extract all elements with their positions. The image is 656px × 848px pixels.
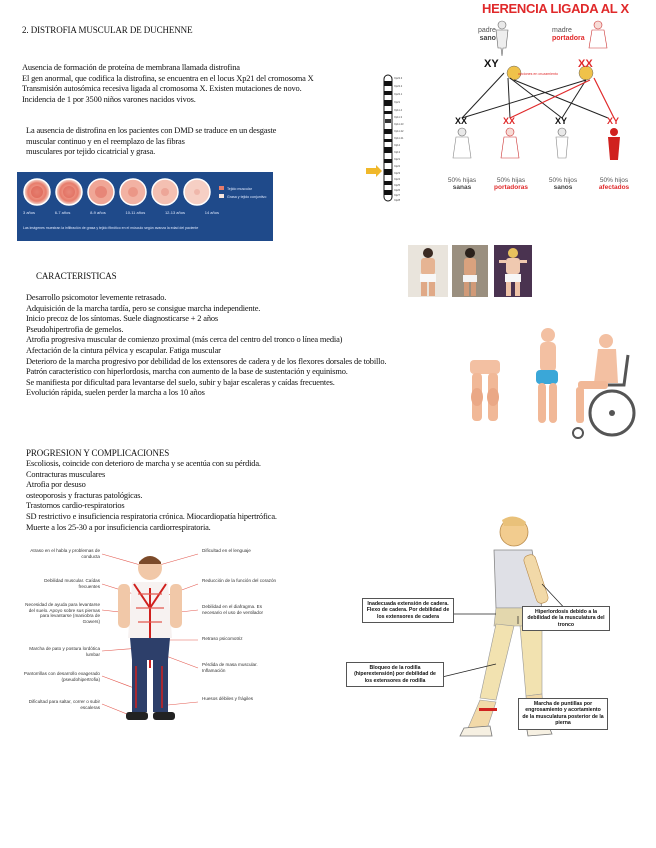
svg-text:Xp11.21: Xp11.21 — [394, 137, 404, 140]
svg-text:Xp11.22: Xp11.22 — [394, 130, 404, 133]
callout: Pérdida de masa muscular. Inflamación — [202, 662, 258, 673]
mother-figure — [589, 21, 607, 48]
replacement-line: muscular continuo y en el reemplazo de las fibras — [26, 136, 185, 146]
legend-item: Tejido muscular — [227, 187, 252, 191]
feature-item: Evolución rápida, suelen perder la marcha a los 10 años — [26, 388, 205, 398]
body-diagram — [22, 548, 280, 728]
chromosome-figure — [366, 73, 414, 203]
feature-item: Adquisición de la marcha tardía, pero se consigue marcha independiente. — [26, 303, 261, 313]
feature-item: Pseudohipertrofia de gemelos. — [26, 324, 124, 334]
gait-callout-box: Hiperlordosis debido a la debilidad de la musculatura del tronco — [522, 606, 610, 631]
feature-item: Se manifiesta por dificultad para levantarse del suelo, subir y bajar escaleras y caídas frecuentes. — [26, 377, 335, 387]
crossing-note: opciones en cruzamiento — [518, 72, 558, 76]
father-label — [478, 27, 496, 42]
child-status: sanas — [452, 184, 472, 191]
svg-text:Xq12: Xq12 — [394, 144, 401, 147]
child-caption — [444, 177, 480, 191]
callout: Atraso en el habla y problemas de conducta — [30, 548, 100, 559]
feature-item: Afectación de la cintura pélvica y escapular. Fatiga muscular — [26, 345, 221, 355]
child-status: afectados — [598, 184, 630, 191]
intro-line: El gen anormal, que codifica la distrofina, se encuentra en el locus Xp21 del cromosoma X — [22, 73, 314, 83]
progression-item: Atrofia por desuso — [26, 480, 86, 490]
svg-text:Xq13: Xq13 — [394, 151, 401, 154]
progression-title: PROGRESION Y COMPLICACIONES — [26, 448, 170, 458]
mother-label — [552, 27, 585, 42]
patient-photo-image — [408, 245, 448, 297]
svg-text:Xq22: Xq22 — [394, 165, 401, 168]
features-title: CARACTERISTICAS — [36, 271, 117, 281]
svg-text:Xq25: Xq25 — [394, 184, 401, 187]
progression-illustration — [466, 325, 646, 443]
child-pct: 50% hijas — [447, 177, 477, 184]
father-status: sano — [479, 34, 496, 42]
muscle-caption: Las imágenes muestran la infiltración de grasa y tejido fibrótico en el músculo según avanza la edad del paciente — [23, 226, 199, 230]
age-label: 10-11 años — [125, 210, 146, 215]
replacement-line: musculares por tejido cicatricial y grasa. — [26, 147, 156, 157]
replacement-line: La ausencia de distrofina en los pacientes con DMD se traduce en un desgaste — [26, 126, 277, 135]
father-genotype: XY — [484, 58, 499, 70]
inheritance-title: HERENCIA LIGADA AL X — [482, 1, 629, 16]
progression-list — [26, 459, 277, 533]
callout: Dificultad para saltar, correr o subir escaleras — [28, 699, 100, 710]
svg-text:Xp21: Xp21 — [394, 101, 401, 104]
inheritance-diagram — [418, 0, 656, 200]
section-title: 2. DISTROFIA MUSCULAR DE DUCHENNE — [22, 25, 193, 35]
progression-item: Escoliosis, coincide con deterioro de marcha y se acentúa con su pérdida. — [26, 459, 261, 468]
gait-callout-box: Marcha de puntillas por engrosamiento y acortamiento de la musculatura posterior de la pierna — [518, 698, 608, 730]
svg-text:Xq26: Xq26 — [394, 189, 401, 192]
child-genotype: XY — [607, 116, 620, 126]
svg-text:Xq23: Xq23 — [394, 172, 401, 175]
legend-item: Grasa y tejido conjuntivo — [227, 195, 267, 199]
feature-item: Patrón característico con hiperlordosis, marcha con aumento de la base de sustentación y equinismo. — [26, 367, 348, 377]
chromosome-x-image — [366, 73, 414, 203]
child-pct: 50% hijas — [496, 177, 526, 184]
callout: Debilidad en el diafragma. Es necesario el uso de ventilador — [202, 604, 264, 615]
callout: Retraso psicomotriz — [202, 636, 243, 641]
age-labels — [23, 210, 219, 215]
svg-text:Xp11.23: Xp11.23 — [394, 123, 404, 126]
svg-text:Xq27: Xq27 — [394, 194, 401, 197]
gait-callout-box: Bloqueo de la rodilla (hiperextensión) por debilidad de los extensores de rodilla — [346, 662, 444, 687]
child-genotype: XY — [555, 116, 568, 126]
age-label: 12-13 años — [164, 210, 185, 215]
intro-line: Transmisión autosómica recesiva ligada al cromosoma X. Existen mutaciones de novo. — [22, 84, 302, 94]
intro-line: Incidencia de 1 por 3500 niños varones nacidos vivos. — [22, 94, 196, 104]
patient-photo — [452, 245, 488, 297]
progression-item: SD restrictivo e insuficiencia respiratoria crónica. Miocardiopatía hipertrófica. — [26, 511, 277, 521]
intro-block — [22, 63, 314, 105]
age-label: 14 años — [204, 210, 219, 215]
feature-item: Deterioro de la marcha progresivo por debilidad de los extensores de cadera y de los flexores dorsales de tobillo. — [26, 356, 387, 366]
mother-status: portadora — [552, 34, 585, 42]
features-list — [26, 293, 386, 399]
callout: Dificultad en el lenguaje — [202, 548, 251, 553]
callout: Marcha de pato y postura lordótica lumbar — [29, 646, 100, 657]
svg-text:Xp22.3: Xp22.3 — [394, 77, 403, 80]
svg-text:Xq21: Xq21 — [394, 158, 401, 161]
intro-line: Ausencia de formación de proteína de membrana llamada distrofina — [22, 63, 240, 72]
child-status: portadoras — [494, 184, 528, 191]
progression-item: Muerte a los 25-30 a por insuficiencia cardiorrespiratoria. — [26, 522, 211, 532]
progression-item: osteoporosis y fracturas patológicas. — [26, 490, 143, 500]
child-pct: 50% hijos — [548, 177, 578, 184]
patient-photo-image — [494, 245, 532, 297]
child-pct: 50% hijos — [599, 177, 629, 184]
feature-item: Inicio precoz de los síntomas. Suele diagnosticarse + 2 años — [26, 314, 219, 324]
age-label: 3 años — [23, 210, 36, 215]
svg-text:Xq28: Xq28 — [394, 199, 401, 202]
patient-photo — [408, 245, 448, 297]
child-caption — [544, 177, 582, 191]
callout: Pantorrillas con desarrollo exagerado (pseudohipertrofia) — [23, 671, 100, 682]
progression-item: Contracturas musculares — [26, 469, 106, 479]
child-caption — [594, 177, 634, 191]
muscle-sections-image — [17, 172, 273, 241]
age-label: 6-7 años — [54, 210, 71, 215]
child-caption — [490, 177, 532, 191]
feature-item: Atrofia progresiva muscular de comienzo proximal (más cerca del centro del tronco o línea media) — [26, 335, 343, 345]
mother-role: madre — [552, 27, 572, 34]
svg-text:Xp11.4: Xp11.4 — [394, 109, 403, 112]
replacement-block — [26, 126, 276, 158]
svg-text:Xp22.1: Xp22.1 — [394, 93, 403, 96]
inheritance-lines — [418, 0, 656, 200]
child-genotype: XX — [503, 116, 516, 126]
muscle-figure — [17, 172, 273, 241]
svg-text:Xq24: Xq24 — [394, 178, 401, 181]
callout: Reducción de la función del corazón — [202, 578, 277, 583]
muscle-legend — [227, 185, 266, 201]
feature-item: Desarrollo psicomotor levemente retrasado. — [26, 293, 167, 302]
child-genotype: XX — [455, 116, 468, 126]
svg-text:Xp22.2: Xp22.2 — [394, 85, 403, 88]
father-figure — [496, 21, 508, 56]
svg-text:Xp11.3: Xp11.3 — [394, 116, 403, 119]
father-role: padre — [478, 27, 496, 34]
legs-wheelchair-image — [466, 325, 646, 443]
progression-item: Trastornos cardio-respiratorios — [26, 501, 125, 511]
callout: Huesos débiles y frágiles — [202, 696, 254, 701]
callout: Necesidad de ayuda para levantarse del suelo. Apoyo sobre sus piernas para levantarse (maniobra de Gowers) — [25, 602, 100, 624]
age-label: 8-9 años — [90, 210, 106, 215]
callout: Debilidad muscular. Caídas frecuentes — [44, 578, 100, 589]
child-status: sanos — [553, 184, 573, 191]
gait-callout-box: Inadecuada extensión de cadera. Flexo de cadera. Por debilidad de los extensores de cadera — [362, 598, 454, 623]
patient-photo — [494, 245, 532, 297]
patient-photo-image — [452, 245, 488, 297]
mother-genotype: XX — [578, 58, 593, 70]
gait-diagram — [346, 514, 646, 746]
